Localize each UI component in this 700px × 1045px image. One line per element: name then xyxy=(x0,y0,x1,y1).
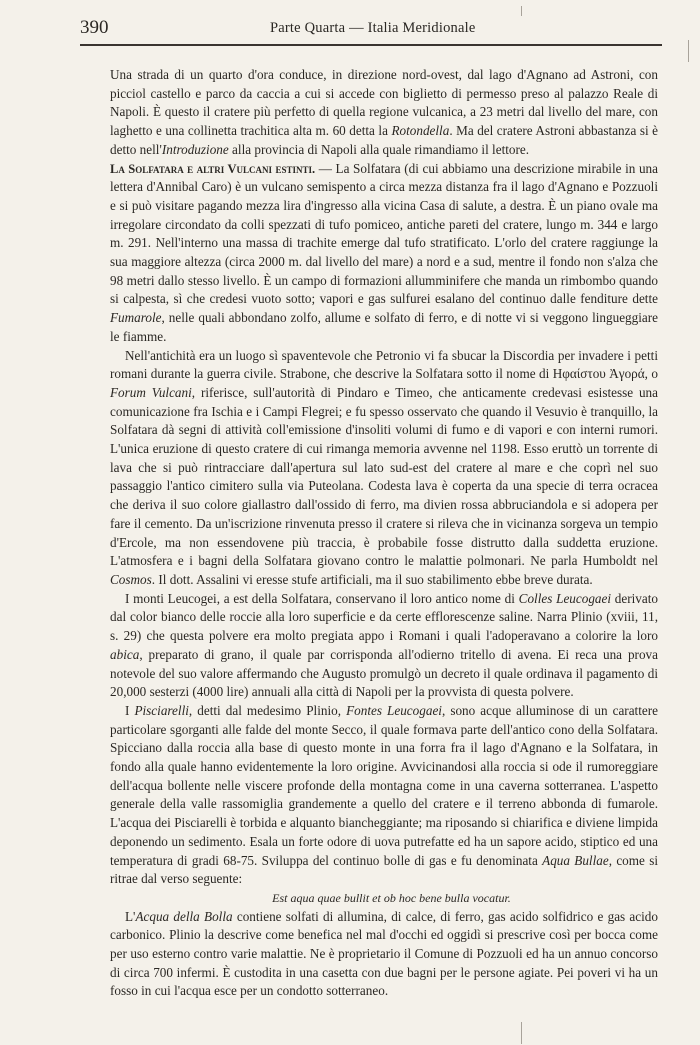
running-title: Parte Quarta — Italia Meridionale xyxy=(270,19,476,36)
introduzione-term: Introduzione xyxy=(161,141,229,157)
paragraph-astroni xyxy=(110,66,658,160)
abica-term: abica xyxy=(110,646,140,662)
paragraph-solfatara xyxy=(110,160,658,347)
edge-mark xyxy=(688,40,689,62)
pisciarelli-term: Pisciarelli xyxy=(134,702,189,718)
page-header xyxy=(80,17,660,39)
text: — La Solfatara (di cui abbiamo una descrizione mirabile in una lettera d'Annibal Caro) è un vulcano semispento a circa mezza distanza fra il lago d'Agnano e Pozzuoli e si può visitare pagando mezza lira d'ingresso alla vicina Casa di salute, a destra. È un piano ovale ma irregolare circondato da colli spezzati di tufo pomiceo, antiche pareti del cratere, lungo m. 344 e largo m. 291. Nell'interno una massa di trachite emerge dal tufo stratificato. L'orlo del cratere raggiunge la sua maggiore altezza (circa 2000 m. dal livello del mare) a nord e a sud, mentre il fondo non s'alza che 98 metri dallo stesso livello. È un campo di formazioni allumminifere che manda un rimbombo quando si calpesta, sì che credesi vuoto sotto; vapori e gas sulfurei esalano del continuo dalle fenditure dette xyxy=(110,160,658,307)
bolla-term: Acqua della Bolla xyxy=(135,908,233,924)
paragraph-bolla xyxy=(110,908,658,1002)
text: . Il dott. Assalini vi eresse stufe artificiali, ma il suo stabilimento ebbe breve durata. xyxy=(151,571,593,587)
cosmos-term: Cosmos xyxy=(110,571,152,587)
text: alla provincia di Napoli alla quale rimandiamo il lettore. xyxy=(228,141,530,157)
page-body xyxy=(110,66,658,1001)
page-number: 390 xyxy=(80,17,109,38)
text: L' xyxy=(125,908,136,924)
text: . Ma del cratere Astroni abbastanza si è detto nell' xyxy=(110,123,658,157)
fontes-term: Fontes Leucogaei xyxy=(346,702,442,718)
colles-term: Colles Leucogaei xyxy=(518,590,612,606)
paragraph-pisciarelli xyxy=(110,702,658,889)
greek-term: Ηφαίστου Ἀγορά xyxy=(552,366,645,382)
aqua-bullae-term: Aqua Bullae xyxy=(542,852,609,868)
text: Nell'antichità era un luogo sì spaventevole che Petronio vi fa sbucar la Discordia per invadere i petti romani durante la guerra civile. Strabone, che descrive la Solfatara sotto il nome di xyxy=(110,347,658,382)
edge-mark xyxy=(521,1022,522,1044)
latin-verse: Est aqua quae bullit et ob hoc bene bulla vocatur. xyxy=(272,890,511,905)
text: derivato dal color bianco delle roccie alla loro superficie e da certe efflorescenze saline. Narra Plinio (xviii, 11, s. 29) che questa polvere era molto pregiata appo i Romani i quali l'adoperavano a colorire la loro xyxy=(110,590,658,644)
text: , nelle quali abbondano zolfo, allume e solfato di ferro, e di notte vi si veggono lingueggiare le fiamme. xyxy=(110,310,658,344)
text: , riferisce, sull'autorità di Pindaro e Timeo, che anticamente credevasi esistesse una comunicazione fra Ischia e i Campi Flegrei; e fu spesso osservato che quando il Vesuvio è tranquillo, la Solfatara dà segni di attività coll'emissione d'insoliti volumi di fumo e di vapori e con interni rumori. L'unica eruzione di questo cratere di cui rimanga memoria avvenne nel 1198. Esso eruttò un torrente di lava che si può rintracciare dall'apertura sul lato sud-est del cratere al mare e che coprì nel suo passaggio l'antico cimitero sulla via Puteolana. Codesta lava è coperta da una specie di terra ocracea che deriva il suo colore giallastro dall'ossido di ferro, ma divien rossa abbruciandola e si adopera per fare il cemento. Da un'iscrizione rinvenuta presso il cratere si rileva che in vicinanza sorgeva un tempio d'Ercole, ma non essendovene più traccia, è probabile fosse distrutto dalla suddetta eruzione. L'atmosfera e i bagni della Solfatara giovano contro le malattie polmonari. Ne parla Humboldt nel xyxy=(110,384,659,569)
text: , preparato di grano, il quale par corrisponda all'odierno tritello di avena. Ei reca una prova notevole del suo valore affermando che Augusto promulgò un decreto il quale ordinava il pagamento di 20,000 sesterzi (4000 lire) annuali alla città di Napoli per la provvista di questa polvere. xyxy=(110,646,658,700)
forum-term: Forum Vulcani xyxy=(110,384,192,400)
text: Una strada di un quarto d'ora conduce, in direzione nord-ovest, dal lago d'Agnano ad Astroni, con picciol castello e parco da caccia a cui si accede con biglietto di permesso preso al palazzo Reale di Napoli. È questo il cratere più perfetto di quella regione vulcanica, a 23 metri dal livello del mare, con laghetto e una collinetta trachitica alta m. 60 detta la xyxy=(110,67,658,139)
text: I monti Leucogei, a est della Solfatara, conservano il loro antico nome di xyxy=(125,590,519,606)
text: , sono acque alluminose di un carattere particolare sgorganti alle falde del monte Secco, il quale formava parte dell'antico cono della Solfatara. Spicciano dalla roccia alla base di questo monte in una forra fra il lago d'Agnano e la Solfatara, in fondo alla quale hanno evidentemente la loro origine. Avvicinandosi alla roccia si ode il rumoreggiare dell'acqua bollente nelle viscere profonde della montagna come in una caverna sotterranea. L'aspetto generale della valle rassomiglia grandemente a quello del cratere e il terreno abbonda di fumarole. L'acqua dei Pisciarelli è torbida e alquanto biancheggiante; ma riposando si chiarifica e diviene limpida deponendo un sedimento. Esala un forte odore di uova putrefatte ed ha un sapore acido, stiptico ed una temperatura di gradi 68-75. Sviluppa del continuo bolle di gas e fu denominata xyxy=(110,702,658,868)
rotondella-term: Rotondella xyxy=(391,123,450,139)
fumarole-term: Fumarole xyxy=(110,310,162,326)
text: , come si ritrae dal verso seguente: xyxy=(110,852,658,887)
text: , o xyxy=(644,366,658,382)
text: contiene solfati di allumina, di calce, di ferro, gas acido solfidrico e gas acido carbonico. Plinio la descrive come benefica nel mal d'occhi ed oggidì si prescrive così per bocca come per uso esterno contro varie malattie. Ne è proprietario il Comune di Pozzuoli ed ha un annuo concorso di circa 700 infermi. È custodita in una casetta con due bagni per le persone agiate. Pei poveri vi ha un fosso in cui l'acqua esce per un condotto sotterraneo. xyxy=(110,908,658,999)
section-heading: La Solfatara e altri Vulcani estinti. xyxy=(110,161,316,176)
text: , detti dal medesimo Plinio, xyxy=(188,702,347,718)
paragraph-leucogei xyxy=(110,590,658,702)
header-rule xyxy=(80,44,662,46)
paragraph-antichita xyxy=(110,347,658,590)
edge-mark xyxy=(521,6,522,16)
text: I xyxy=(125,702,135,718)
